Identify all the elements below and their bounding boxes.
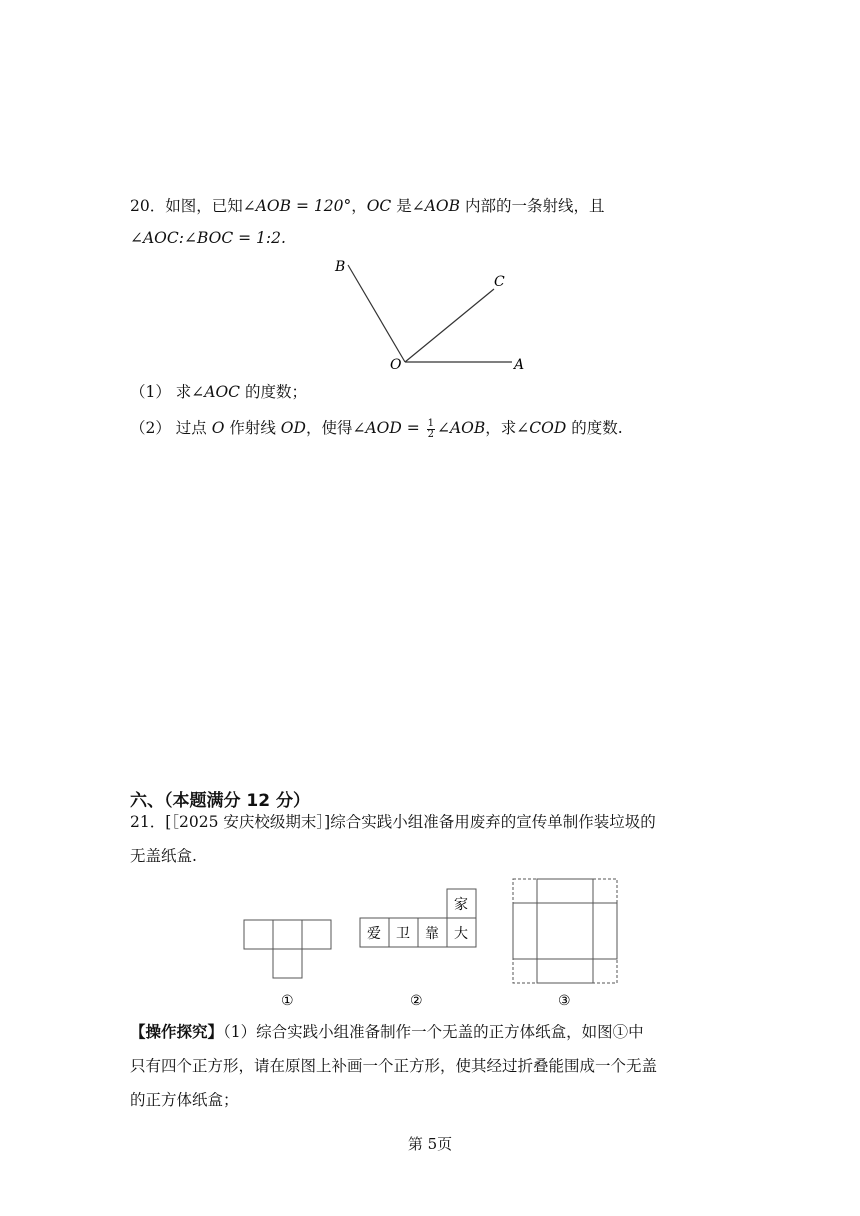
- char-kao: 靠: [425, 926, 439, 942]
- q21-line2: 无盖纸盒.: [130, 847, 197, 865]
- fig-label-1: ①: [281, 993, 294, 1009]
- fraction-half: $\frac{1}{2}$: [427, 417, 434, 440]
- op-title: 【操作探究】: [130, 1023, 224, 1041]
- ray-ob: [348, 265, 405, 362]
- label-o: O: [390, 357, 402, 373]
- angle-aob-eq: ∠AOB = 120°: [242, 197, 352, 215]
- q20-part1: （1） 求∠AOC 的度数；: [130, 383, 307, 401]
- section-heading: 六、（本题满分 12 分）: [130, 791, 310, 811]
- figure-3-net: [513, 879, 617, 983]
- net-figures: [230, 872, 630, 1012]
- figure-1-net: [244, 920, 331, 978]
- q20-ratio: ∠AOC:∠BOC = 1:2.: [130, 229, 286, 247]
- fig-label-3: ③: [558, 993, 571, 1009]
- fig-label-2: ②: [410, 993, 423, 1009]
- label-c: C: [494, 274, 505, 290]
- q21-line1: 21．[［2025 安庆校级期末］]综合实践小组准备用废弃的宣传单制作装垃圾的: [130, 813, 656, 831]
- source-tag: 21．[［2025 安庆校级期末］]: [130, 813, 331, 831]
- page-number: 第 5页: [407, 1135, 453, 1153]
- char-da: 大: [454, 926, 468, 942]
- q20-line1: 20．如图，已知∠AOB = 120°，OC 是∠AOB 内部的一条射线，且: [130, 197, 605, 215]
- ray-oc: [405, 289, 494, 362]
- op-line2: 只有四个正方形，请在原图上补画一个正方形，使其经过折叠能围成一个无盖: [130, 1057, 658, 1075]
- angle-figure: [320, 250, 540, 375]
- char-jia: 家: [454, 897, 468, 913]
- op-line3: 的正方体纸盒；: [130, 1091, 239, 1109]
- char-wei: 卫: [396, 926, 410, 942]
- label-a: A: [514, 357, 525, 373]
- char-ai: 爱: [367, 926, 381, 942]
- label-b: B: [335, 259, 346, 275]
- q20-part2: （2） 过点 O 作射线 OD，使得∠AOD = $\frac{1}{2}$ ∠AOB，求∠COD 的度数.: [130, 417, 623, 440]
- op-line1: 【操作探究】（1）综合实践小组准备制作一个无盖的正方体纸盒，如图①中: [130, 1023, 644, 1041]
